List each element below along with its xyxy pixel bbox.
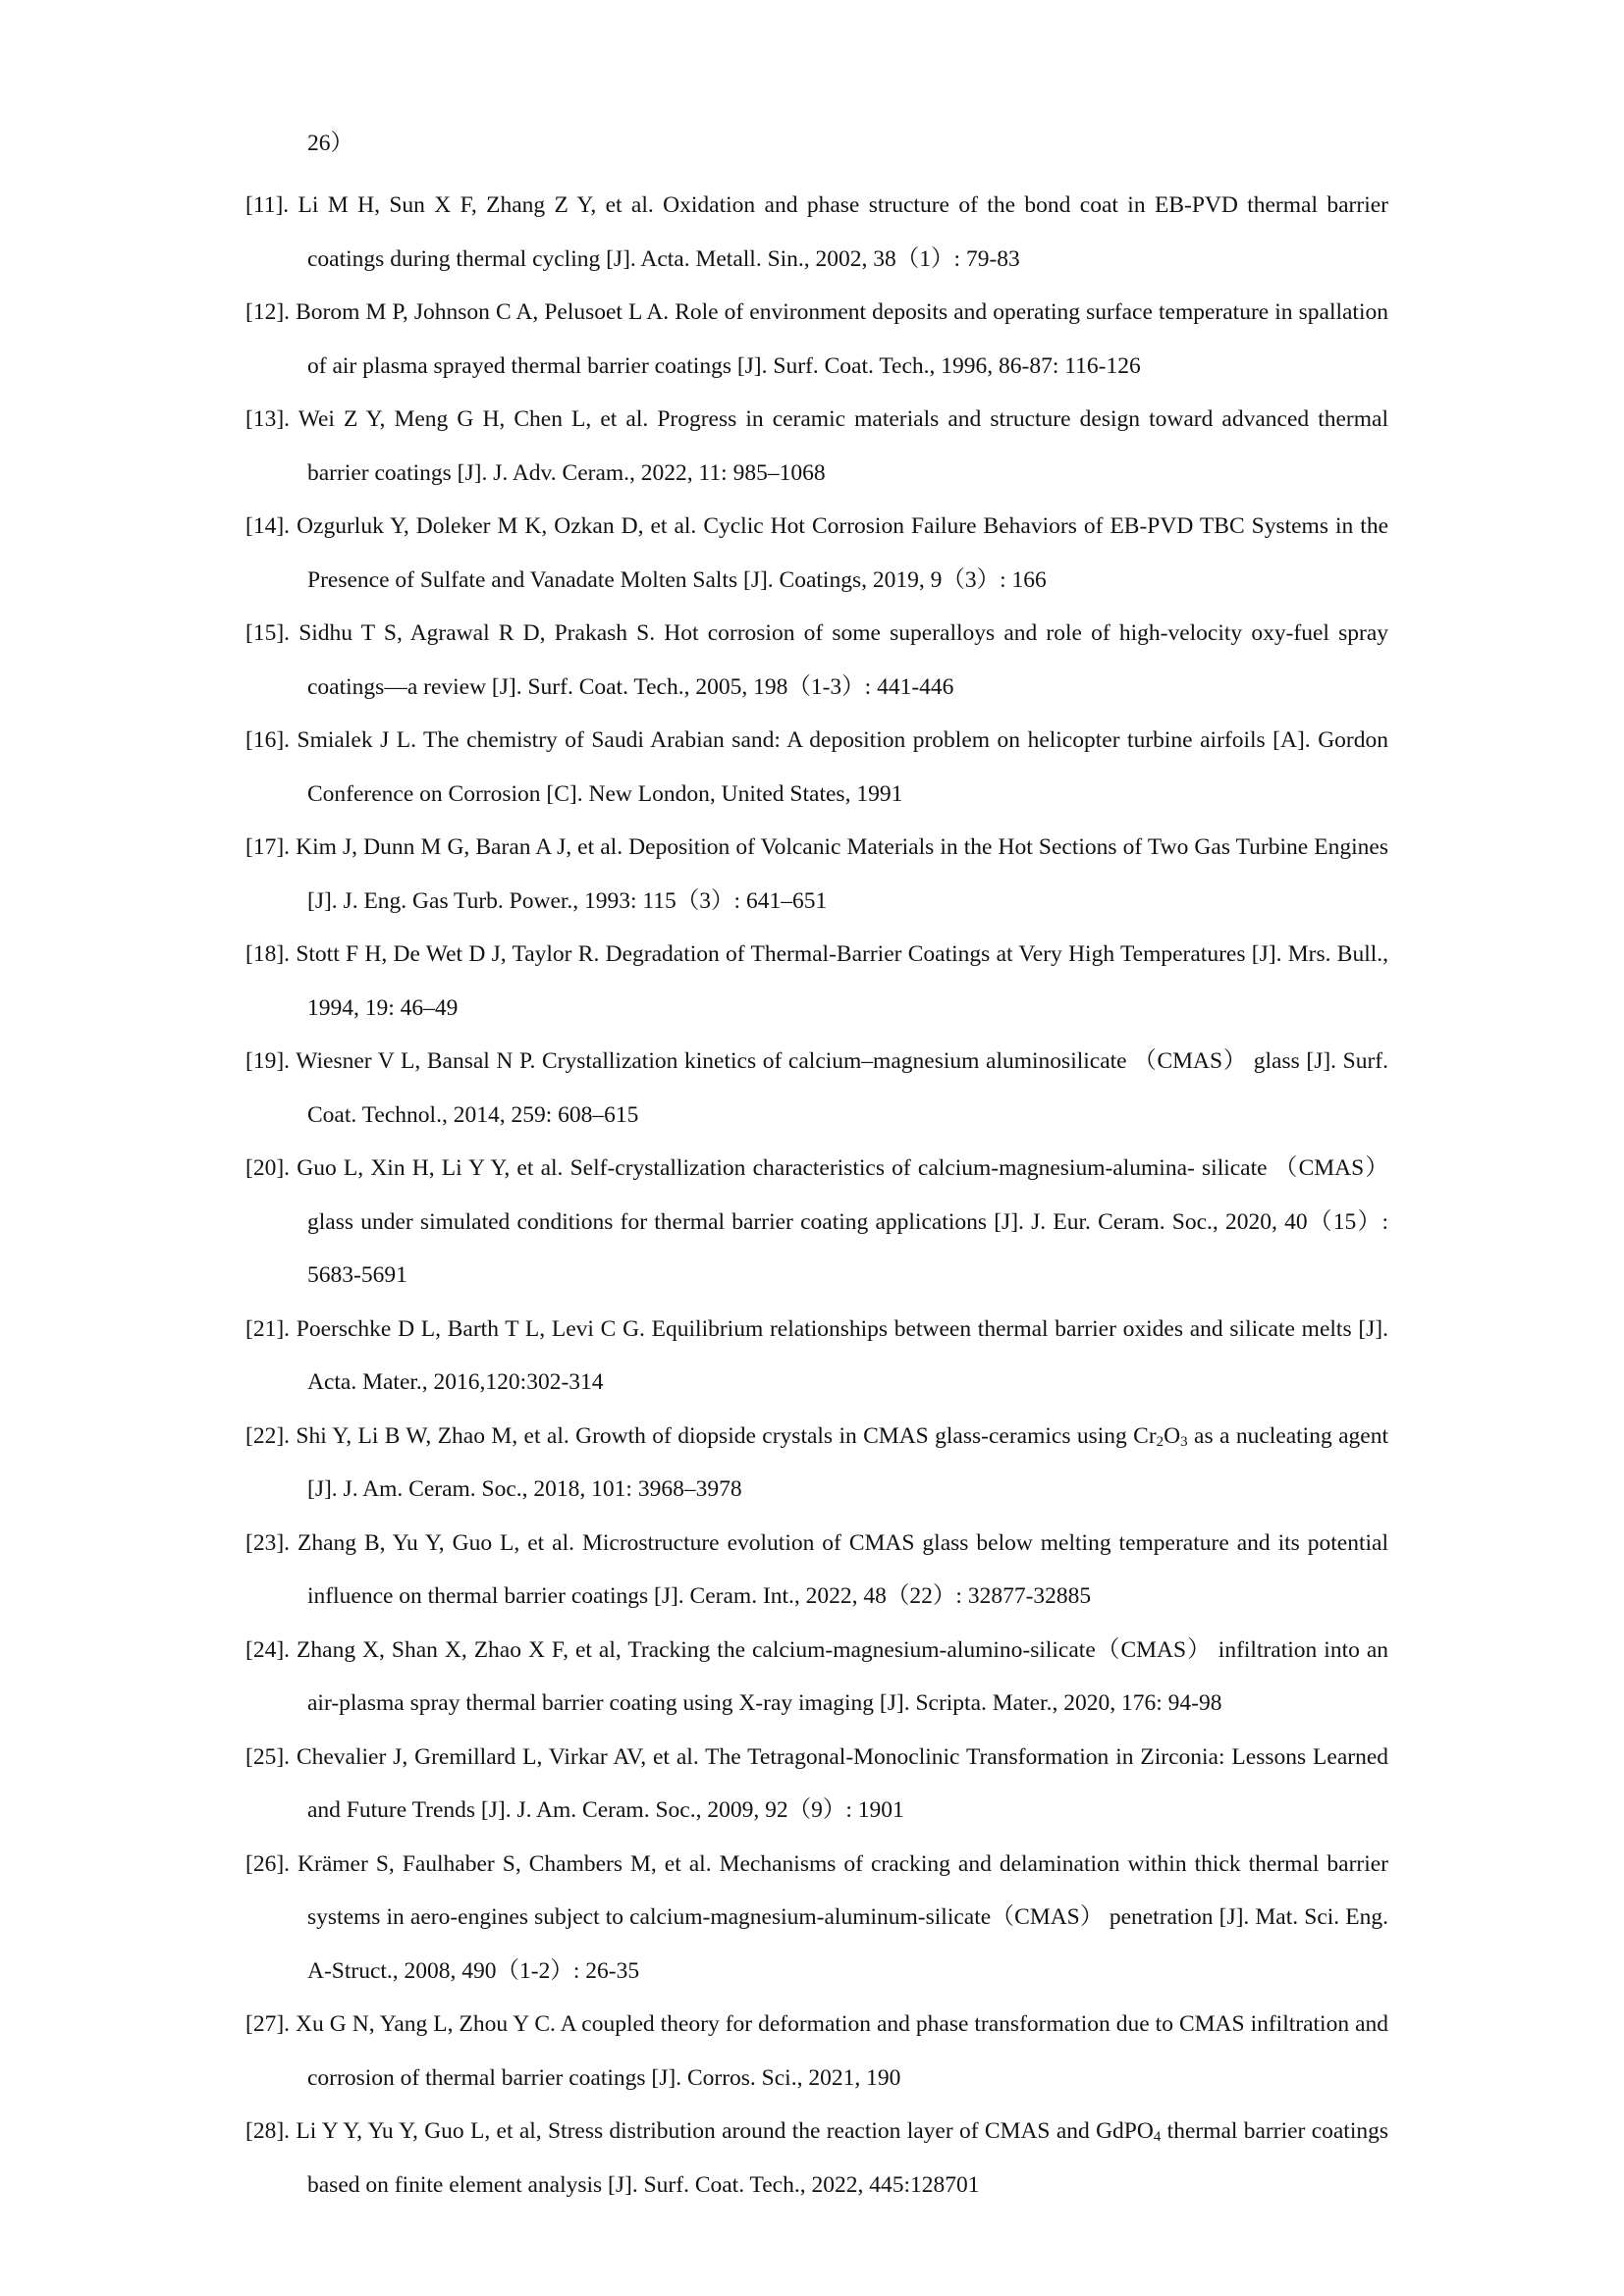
reference-text-part: Li Y Y, Yu Y, Guo L, et al, Stress distribution around the reaction layer of CMAS and GdPO xyxy=(296,2118,1154,2144)
reference-number: [11]. xyxy=(245,192,290,218)
reference-number: [13]. xyxy=(245,406,291,432)
reference-number: [15]. xyxy=(245,620,291,646)
reference-text-part: Shi Y, Li B W, Zhao M, et al. Growth of diopside crystals in CMAS glass-ceramics using Cr xyxy=(296,1422,1157,1449)
reference-item xyxy=(245,500,1388,607)
reference-number: [27]. xyxy=(245,2011,291,2037)
reference-item xyxy=(245,1517,1388,1624)
reference-text: Zhang X, Shan X, Zhao X F, et al, Tracking the calcium-magnesium-alumino-silicate（CMAS） infiltration into an air-plasma spray thermal barrier coating using X-ray imaging [J]. Scripta. Mater., 2020, 176: 94-98 xyxy=(297,1636,1389,1716)
reference-text: Borom M P, Johnson C A, Pelusoet L A. Role of environment deposits and operating surface temperature in spallation of air plasma sprayed thermal barrier coatings [J]. Surf. Coat. Tech., 1996, 86-87: 116-126 xyxy=(296,299,1388,379)
reference-item xyxy=(245,821,1388,928)
reference-text: Wei Z Y, Meng G H, Chen L, et al. Progress in ceramic materials and structure design toward advanced thermal barrier coatings [J]. J. Adv. Ceram., 2022, 11: 985–1068 xyxy=(298,406,1388,486)
reference-text: Smialek J L. The chemistry of Saudi Arabian sand: A deposition problem on helicopter turbine airfoils [A]. Gordon Conference on Corrosion [C]. New London, United States, 1991 xyxy=(297,727,1388,807)
reference-item xyxy=(245,179,1388,286)
reference-number: [22]. xyxy=(245,1422,291,1449)
reference-text: Poerschke D L, Barth T L, Levi C G. Equilibrium relationships between thermal barrier oxides and silicate melts [J]. Acta. Mater., 2016,120:302-314 xyxy=(296,1315,1388,1395)
reference-text: Guo L, Xin H, Li Y Y, et al. Self-crystallization characteristics of calcium-magnesium-alumina- silicate （CMAS） glass under simulated conditions for thermal barrier coating applications [J]. J. Eur. Ceram. Soc., 2020, 40（15）: 5683-5691 xyxy=(297,1155,1388,1288)
reference-number: [12]. xyxy=(245,299,291,325)
reference-item xyxy=(245,393,1388,500)
reference-item xyxy=(245,928,1388,1035)
reference-number: [19]. xyxy=(245,1048,291,1074)
reference-item xyxy=(245,607,1388,714)
subscript: 2 xyxy=(1156,1433,1164,1450)
reference-item xyxy=(245,1731,1388,1838)
reference-text: Wiesner V L, Bansal N P. Crystallization kinetics of calcium–magnesium aluminosilicate （CMAS） glass [J]. Surf. Coat. Technol., 2014, 259: 608–615 xyxy=(296,1048,1389,1128)
reference-text-part: O xyxy=(1164,1422,1181,1449)
subscript: 4 xyxy=(1153,2129,1162,2145)
reference-text: Kim J, Dunn M G, Baran A J, et al. Deposition of Volcanic Materials in the Hot Sections of Two Gas Turbine Engines [J]. J. Eng. Gas Turb. Power., 1993: 115（3）: 641–651 xyxy=(296,834,1389,914)
reference-number: [28]. xyxy=(245,2118,291,2144)
reference-number: [18]. xyxy=(245,941,291,967)
reference-number: [20]. xyxy=(245,1155,291,1181)
reference-number: [25]. xyxy=(245,1743,291,1770)
reference-item xyxy=(245,1624,1388,1731)
reference-item xyxy=(245,1998,1388,2105)
reference-number: [16]. xyxy=(245,727,291,753)
reference-number: [21]. xyxy=(245,1315,291,1342)
reference-item xyxy=(245,1142,1388,1303)
reference-item xyxy=(245,1035,1388,1142)
reference-list xyxy=(245,179,1388,2212)
reference-item xyxy=(245,1303,1388,1410)
reference-number: [24]. xyxy=(245,1636,291,1663)
reference-item xyxy=(245,2105,1388,2212)
reference-item xyxy=(245,1410,1388,1517)
reference-item xyxy=(245,714,1388,821)
reference-text: Stott F H, De Wet D J, Taylor R. Degradation of Thermal-Barrier Coatings at Very High Temperatures [J]. Mrs. Bull., 1994, 19: 46–49 xyxy=(296,941,1388,1021)
reference-text: Ozgurluk Y, Doleker M K, Ozkan D, et al. Cyclic Hot Corrosion Failure Behaviors of EB-PVD TBC Systems in the Presence of Sulfate and Vanadate Molten Salts [J]. Coatings, 2019, 9（3）: 166 xyxy=(297,513,1389,593)
subscript: 3 xyxy=(1180,1433,1188,1450)
reference-number: [14]. xyxy=(245,513,291,539)
reference-number: [23]. xyxy=(245,1529,291,1556)
reference-text-part: thermal barrier coatings based on finite element analysis [J]. Surf. Coat. Tech., 2022, 445:128701 xyxy=(307,2118,1389,2198)
reference-text: Chevalier J, Gremillard L, Virkar AV, et al. The Tetragonal-Monoclinic Transformation in Zirconia: Lessons Learned and Future Trends [J]. J. Am. Ceram. Soc., 2009, 92（9）: 1901 xyxy=(296,1743,1389,1823)
reference-item xyxy=(245,1838,1388,1999)
reference-number: [17]. xyxy=(245,834,291,860)
reference-text: Zhang B, Yu Y, Guo L, et al. Microstructure evolution of CMAS glass below melting temperature and its potential influence on thermal barrier coatings [J]. Ceram. Int., 2022, 48（22）: 32877-32885 xyxy=(298,1529,1388,1609)
reference-continuation: 26） xyxy=(307,131,353,156)
reference-text-part: as a nucleating agent [J]. J. Am. Ceram. Soc., 2018, 101: 3968–3978 xyxy=(307,1422,1388,1502)
reference-number: [26]. xyxy=(245,1850,291,1877)
reference-item xyxy=(245,286,1388,393)
reference-text: Li M H, Sun X F, Zhang Z Y, et al. Oxidation and phase structure of the bond coat in EB-PVD thermal barrier coatings during thermal cycling [J]. Acta. Metall. Sin., 2002, 38（1）: 79-83 xyxy=(298,192,1388,272)
reference-text: Krämer S, Faulhaber S, Chambers M, et al. Mechanisms of cracking and delamination within thick thermal barrier systems in aero-engines subject to calcium-magnesium-aluminum-silicate（CMAS） penetration [J]. Mat. Sci. Eng. A-Struct., 2008, 490（1-2）: 26-35 xyxy=(298,1850,1389,1984)
reference-text: Sidhu T S, Agrawal R D, Prakash S. Hot corrosion of some superalloys and role of high-velocity oxy-fuel spray coatings—a review [J]. Surf. Coat. Tech., 2005, 198（1-3）: 441-446 xyxy=(298,620,1389,700)
reference-text: Xu G N, Yang L, Zhou Y C. A coupled theory for deformation and phase transformation due to CMAS infiltration and corrosion of thermal barrier coatings [J]. Corros. Sci., 2021, 190 xyxy=(296,2011,1389,2091)
